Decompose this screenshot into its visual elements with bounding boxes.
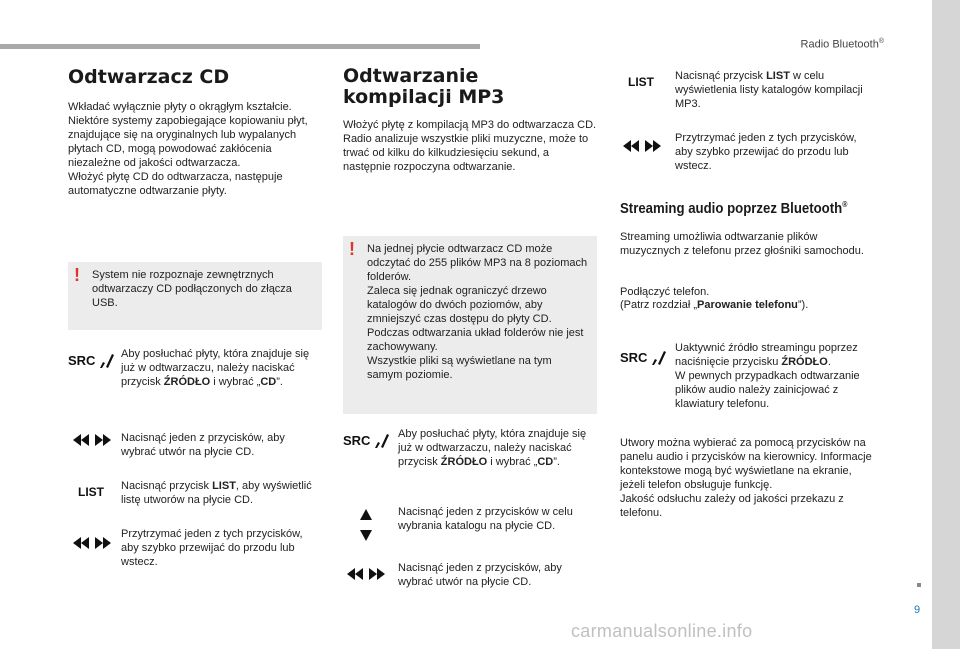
cd-warning-note — [68, 262, 322, 330]
mp3-warning-note — [343, 236, 597, 414]
connect-phone-text: Podłączyć telefon. — [620, 286, 710, 298]
see-chapter-text: (Patrz rozdział „Parowanie telefonu”). — [620, 299, 809, 311]
streaming-src-text: Uaktywnić źródło streamingu poprzez naciśnięcie przycisku ŹRÓDŁO. W pewnych przypadkach odtwarzanie plików audio należy zainicjować z klawiatury telefonu. — [675, 342, 860, 410]
cd-src-text: Aby posłuchać płyty, która znajduje się już w odtwarzaczu, należy naciskać przycisk ŹRÓDŁO i wybrać „CD”. — [121, 348, 310, 388]
list-icon: LIST — [628, 75, 654, 89]
top-rule — [0, 44, 480, 49]
fast-forward-rewind-icon — [622, 138, 662, 154]
mp3-intro: Włożyć płytę z kompilacją MP3 do odtwarzacza CD. Radio analizuje wszystkie pliki muzyczne, może to trwać od kilku do kilkudziesięciu sekund, a następnie rozpoczyna odtwarzanie. — [343, 119, 597, 173]
prev-next-icon — [346, 566, 386, 582]
running-header: Radio Bluetooth® — [800, 38, 884, 51]
section-title-cd: Odtwarzacz CD — [68, 66, 230, 88]
svg-text:SRC: SRC — [343, 433, 371, 448]
mp3-prev-next-text: Nacisnąć jeden z przycisków, aby wybrać utwór na płycie CD. — [398, 562, 562, 588]
section-title-mp3: Odtwarzanie kompilacji MP3 — [343, 65, 505, 108]
section-title-streaming: Streaming audio poprzez Bluetooth® — [620, 200, 848, 217]
cd-hold-text: Przytrzymać jeden z tych przycisków, aby szybko przewijać do przodu lub wstecz. — [121, 528, 303, 568]
cd-prev-next-text: Nacisnąć jeden z przycisków, aby wybrać utwór na płycie CD. — [121, 432, 285, 458]
mp3-hold-text: Przytrzymać jeden z tych przycisków, aby szybko przewijać do przodu lub wstecz. — [675, 132, 857, 172]
streaming-outro: Utwory można wybierać za pomocą przycisków na panelu audio i przycisków na kierownicy. Informacje kontekstowe mogą być wyświetlane na ekranie, jeżeli telefon obsługuje funkcję. Jakość odsłuchu zależy od jakości przekazu z telefonu. — [620, 437, 872, 519]
cd-note-text: System nie rozpoznaje zewnętrznych odtwarzaczy CD podłączonych do złącza USB. — [92, 269, 292, 309]
cd-intro: Wkładać wyłącznie płyty o okrągłym kształcie. Niektóre systemy zapobiegające kopiowaniu płyt, znajdujące się na oryginalnych lub wypalanych płytach CD, mogą powodować zakłócenia niezależne od jakości odtwarzacza. Włożyć płytę CD do odtwarzacza, następuje automatyczne odtwarzanie płyty. — [68, 101, 308, 197]
streaming-intro: Streaming umożliwia odtwarzanie plików muzycznych z telefonu przez głośniki samochodu. — [620, 231, 864, 257]
mp3-note-text: Na jednej płycie odtwarzacz CD może odczytać do 255 plików MP3 na 8 poziomach folderów. Zaleca się jednak ograniczyć drzewo katalogów do dwóch poziomów, aby zmniejszyć czas dostępu do płyty CD. Podczas odtwarzania układ folderów nie jest zachowywany. Wszystkie pliki są wyświetlane na tym samym poziomie. — [367, 243, 588, 381]
up-down-icon — [358, 508, 374, 542]
cd-list-text: Nacisnąć przycisk LIST, aby wyświetlić listę utworów na płycie CD. — [121, 480, 312, 506]
watermark: carmanualsonline.info — [571, 621, 753, 641]
page-number: 9 — [914, 604, 921, 616]
prev-next-icon — [72, 432, 112, 448]
page-edge-bar — [932, 0, 960, 649]
src-icon — [343, 430, 391, 450]
src-icon — [68, 350, 116, 370]
list-icon: LIST — [78, 485, 104, 499]
warning-icon: ! — [74, 265, 80, 285]
src-icon — [620, 347, 668, 367]
warning-icon: ! — [349, 239, 355, 259]
mp3-list-text: Nacisnąć przycisk LIST w celu wyświetlenia listy katalogów kompilacji MP3. — [675, 70, 863, 110]
end-marker — [917, 583, 921, 587]
svg-text:SRC: SRC — [68, 353, 96, 368]
svg-text:SRC: SRC — [620, 350, 648, 365]
mp3-src-text: Aby posłuchać płyty, która znajduje się już w odtwarzaczu, należy naciskać przycisk ŹRÓDŁO i wybrać „CD”. — [398, 428, 587, 468]
fast-forward-rewind-icon — [72, 535, 112, 551]
mp3-up-down-text: Nacisnąć jeden z przycisków w celu wybrania katalogu na płycie CD. — [398, 506, 573, 532]
